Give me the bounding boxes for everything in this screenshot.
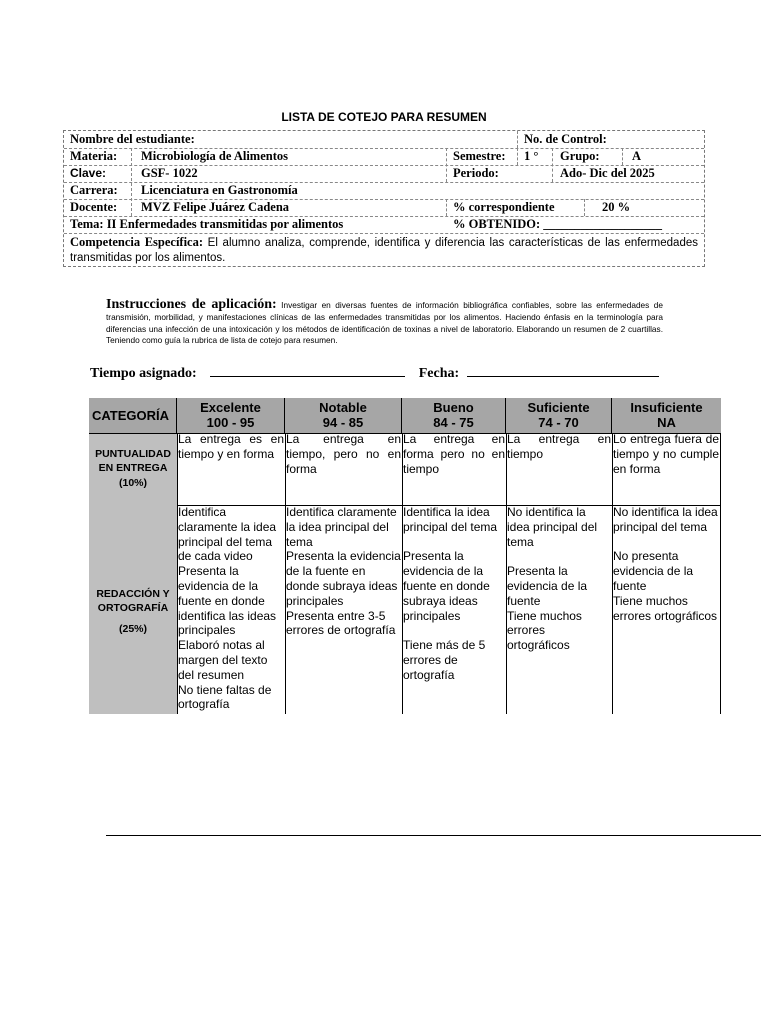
level-header-excelente: Excelente 100 - 95 (177, 398, 285, 433)
career-value: Licenciatura en Gastronomía (141, 183, 298, 197)
subject-label: Materia: (70, 149, 118, 163)
competency-label: Competencia Específica: (70, 235, 204, 249)
topic-label: Tema: II Enfermedades transmitidas por alimentos (70, 217, 344, 231)
level-header-suficiente: Suficiente 74 - 70 (506, 398, 612, 433)
rubric-table (89, 398, 721, 714)
date-label: Fecha: (418, 366, 460, 381)
code-value: GSF- 1022 (141, 166, 198, 180)
semester-label: Semestre: (453, 149, 506, 163)
level-header-notable: Notable 94 - 85 (285, 398, 402, 433)
student-info-table (63, 130, 705, 267)
time-field[interactable] (210, 364, 405, 377)
career-label: Carrera: (70, 183, 118, 197)
teacher-label: Docente: (70, 200, 118, 214)
document-title: LISTA DE COTEJO PARA RESUMEN (281, 110, 487, 124)
time-label: Tiempo asignado: (90, 366, 197, 381)
percent-value: 20 % (602, 200, 631, 214)
cell-puntualidad-notable: La entrega en tiempo, pero no en forma (286, 432, 401, 476)
level-header-insuficiente: Insuficiente NA (612, 398, 721, 433)
period-label: Periodo: (453, 166, 499, 180)
instructions (106, 299, 663, 347)
cell-redaccion-suficiente: No identifica la idea principal del tema Presenta la evidencia de la fuente Tiene muchos errores ortográficos (507, 505, 598, 653)
time-date-row (90, 364, 659, 382)
competency-text: El alumno analiza, comprende, identifica y diferencia las características de las enfermedades transmitidas por los alimentos. (70, 237, 698, 264)
obtained-label: % OBTENIDO: ___________________ (453, 217, 663, 231)
cell-puntualidad-suficiente: La entrega en tiempo (507, 432, 611, 461)
cell-puntualidad-bueno: La entrega en forma pero no en tiempo (403, 432, 505, 476)
cell-redaccion-notable: Identifica claramente la idea principal del tema Presenta la evidencia de la fuente en donde subraya ideas principales Presenta entre 3-5 errores de ortografía (286, 505, 401, 638)
level-header-bueno: Bueno 84 - 75 (402, 398, 506, 433)
cell-redaccion-excelente: Identifica claramente la idea principal del tema de cada video Presenta la evidencia de la fuente en donde identifica las ideas principales Elaboró notas al margen del texto del resumen No tiene faltas de ortografía (178, 505, 277, 712)
category-header: CATEGORÍA (89, 398, 177, 433)
cell-redaccion-bueno: Identifica la idea principal del tema Presenta la evidencia de la fuente en donde subraya ideas principales Tiene más de 5 errores de ortografía (403, 505, 498, 682)
instructions-text: Investigar en diversas fuentes de información bibliográfica confiables, sobre las enfermedades de transmisión, morbilidad, y manifestaciones clínicas de las enfermedades transmitidas por los alimentos. Haciendo énfasis en la terminología para diferencias una infección de una intoxicación y los métodos de identificación de toxinas a nivel de laboratorio. Elaborando un resumen de 2 cuartillas. Teniendo como guía la rubrica de lista de cotejo para resumen. (106, 300, 663, 346)
cell-puntualidad-insuficiente: Lo entrega fuera de tiempo y no cumple en forma (613, 432, 719, 476)
cell-redaccion-insuficiente: No identifica la idea principal del tema No presenta evidencia de la fuente Tiene muchos errores ortográficos (613, 505, 718, 623)
cell-puntualidad-excelente: La entrega es en tiempo y en forma (178, 432, 284, 461)
period-value: Ado- Dic del 2025 (560, 166, 655, 180)
row-category-puntualidad: PUNTUALIDAD EN ENTREGA (10%) (89, 447, 177, 490)
date-field[interactable] (467, 364, 659, 377)
group-label: Grupo: (560, 149, 600, 163)
control-number-label: No. de Control: (524, 132, 607, 146)
competency (70, 235, 698, 266)
teacher-value: MVZ Felipe Juárez Cadena (141, 200, 290, 214)
row-category-redaccion: REDACCIÓN Y ORTOGRAFÍA (25%) (89, 587, 177, 636)
student-name-label: Nombre del estudiante: (70, 132, 195, 146)
subject-value: Microbiología de Alimentos (141, 149, 288, 163)
semester-value: 1 ° (524, 149, 539, 163)
code-label: Clave: (70, 166, 107, 180)
instructions-label: Instrucciones de aplicación: (106, 297, 277, 312)
percent-label: % correspondiente (453, 200, 555, 214)
group-value: A (632, 149, 642, 163)
footer-divider (106, 835, 761, 836)
